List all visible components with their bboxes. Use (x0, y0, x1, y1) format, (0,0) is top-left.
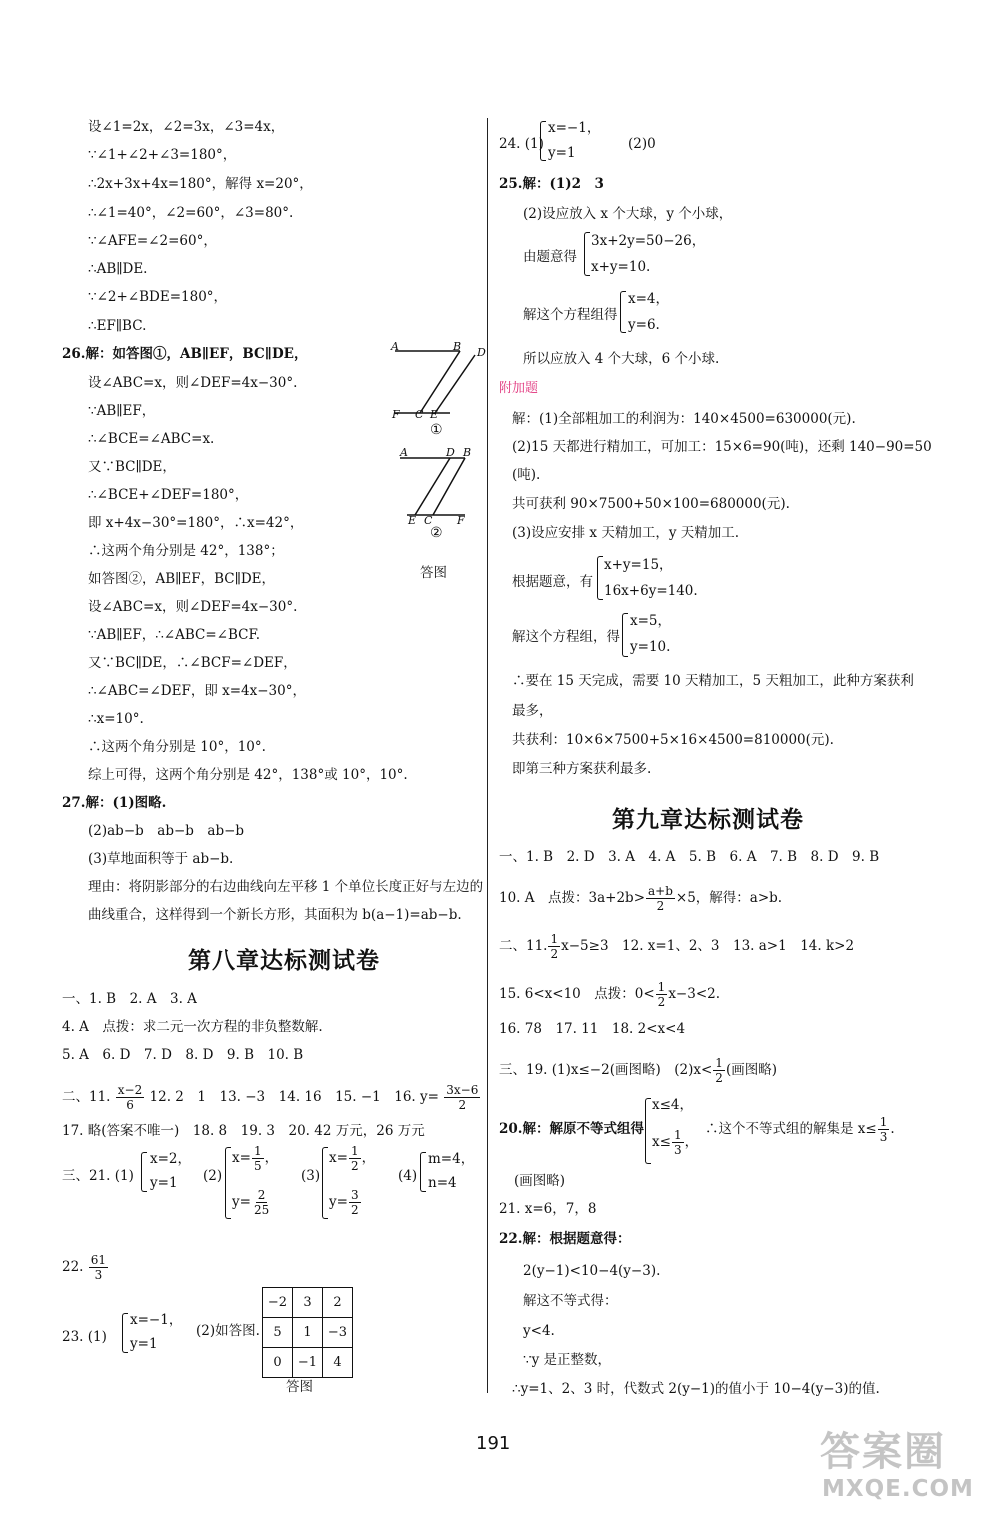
text-line: 23. (1) (62, 1329, 107, 1345)
text-line: 22.解：根据题意得： (499, 1231, 631, 1247)
figure-label: ① (430, 422, 443, 438)
equation: m=4， (428, 1151, 475, 1167)
text-line: 解这不等式得： (523, 1293, 618, 1309)
item-label: (2) (203, 1168, 223, 1184)
text-line: 25.解：(1)2 3 (499, 176, 604, 192)
text-line: 共可获利 90×7500+50×100=680000(元). (512, 496, 790, 512)
text-line: (2)如答图. (196, 1323, 260, 1339)
text-line: 曲线重合，这样得到一个新长方形，其面积为 b(a−1)=ab−b. (88, 907, 462, 923)
figure-2 (400, 458, 465, 515)
text-line: ∴这两个角分别是 42°，138°； (88, 543, 284, 559)
column-divider (487, 118, 488, 1393)
brace (620, 291, 626, 333)
text-line: 一、1. B 2. A 3. A (62, 991, 197, 1007)
equation: x=−1， (130, 1312, 183, 1328)
brace (141, 1152, 147, 1192)
equation: y=1 (150, 1175, 178, 1191)
answer-figure (385, 335, 495, 545)
figure-label: A (391, 340, 399, 353)
text-line: ∴y=1、2、3 时，代数式 2(y−1)的值小于 10−4(y−3)的值. (512, 1381, 880, 1397)
answer-grid (262, 1287, 353, 1378)
equation: y= $\frac{3}{2}$ (329, 1188, 359, 1217)
equation: y= $\frac{2}{25}$ (232, 1188, 270, 1217)
text-line: 21. x=6，7，8 (499, 1201, 597, 1217)
text-line: ∵∠1+∠2+∠3=180°， (88, 147, 237, 163)
text-line: (2)ab−b ab−b ab−b (88, 823, 245, 839)
text-line: 又∵BC∥DE，∴∠BCF=∠DEF， (88, 655, 297, 671)
page-number: 191 (476, 1433, 511, 1454)
equation: x=4， (628, 291, 670, 307)
equation: y=1 (548, 145, 576, 161)
brace (122, 1313, 128, 1353)
text-line: ∵AB∥EF， (88, 403, 156, 419)
brace (622, 613, 628, 657)
text-line: 10. A 点拨：3a+2b> $\frac{a+b}{2}$ ×5，解得：a>b. (499, 884, 783, 913)
text-line: (2)0 (628, 136, 656, 152)
text-line: 15. 6<x<10 点拨：0< $\frac{1}{2}$ x−3<2. (499, 980, 721, 1009)
grid-cell: 0 (263, 1348, 293, 1378)
text-line (62, 1083, 481, 1112)
equation: x= $\frac{1}{2}$ ， (329, 1144, 376, 1173)
figure-label: A (400, 446, 408, 459)
text-line: 设∠1=2x，∠2=3x，∠3=4x， (88, 119, 285, 135)
equation: x+y=15， (604, 557, 673, 573)
watermark-logo: 答案圈 (820, 1429, 946, 1475)
text-line: ∵AB∥EF，∴∠ABC=∠BCF. (88, 627, 261, 643)
brace (540, 121, 546, 161)
figure-1 (395, 351, 475, 413)
text-line: 即 x+4x−30°=180°，∴x=42°， (88, 515, 304, 531)
text-line: 设∠ABC=x，则∠DEF=4x−30°. (88, 375, 298, 391)
equation: x= $\frac{1}{5}$ ， (232, 1144, 279, 1173)
grid-caption: 答图 (286, 1379, 313, 1395)
text-line: ∴∠BCE=∠ABC=x. (88, 431, 215, 447)
grid-cell: −1 (293, 1348, 323, 1378)
figure-label: B (453, 340, 462, 353)
fraction: $\frac{a+b}{2}$ (648, 884, 673, 913)
equation: y=10. (630, 639, 671, 655)
text-line: ∴∠ABC=∠DEF，即 x=4x−30°， (88, 683, 306, 699)
text-line: (画图略) (514, 1173, 566, 1189)
equation: n=4 (428, 1175, 457, 1191)
equation: y=1 (130, 1336, 158, 1352)
grid-cell: 5 (263, 1318, 293, 1348)
chapter-8-title: 第八章达标测试卷 (188, 948, 380, 974)
figure-label: C (415, 408, 424, 421)
figure-label: B (463, 446, 472, 459)
item-label: (3) (301, 1168, 321, 1184)
grid-cell: 1 (293, 1318, 323, 1348)
figure-caption: 答图 (420, 565, 447, 581)
text-line: ∴∠1=40°，∠2=60°，∠3=80°. (88, 205, 294, 221)
text-line: (2)15 天都进行精加工，可加工：15×6=90(吨)，还剩 140−90=50 (512, 439, 932, 455)
grid-cell: 3 (293, 1288, 323, 1318)
text-line: ∵y 是正整数， (523, 1352, 612, 1368)
text-line: y<4. (523, 1323, 555, 1339)
figure-label: C (424, 514, 433, 527)
text-line: 5. A 6. D 7. D 8. D 9. B 10. B (62, 1047, 304, 1063)
text-line: ∴这个不等式组的解集是 x≤ $\frac{1}{3}$ . (705, 1115, 895, 1144)
item-text: 12. 2 1 13. −3 14. 16 15. −1 16. y= (149, 1089, 439, 1105)
text-line: 4. A 点拨：求二元一次方程的非负整数解. (62, 1019, 323, 1035)
extra-section-heading: 附加题 (499, 381, 539, 396)
item-label: (4) (398, 1168, 418, 1184)
figure-label: E (408, 514, 417, 527)
text-line: 解这个方程组，得 (512, 629, 620, 645)
text-line: 最多， (512, 703, 553, 719)
grid-cell: 2 (323, 1288, 353, 1318)
text-line: 由题意得 (523, 249, 577, 265)
equation: 16x+6y=140. (604, 583, 698, 599)
text-line: 二、11. $\frac{1}{2}$ x−5≥3 12. x=1、2、3 13. a>1 14. k>2 (499, 932, 855, 961)
text-line: 根据题意，有 (512, 574, 593, 590)
figure-label: F (392, 408, 400, 421)
fraction: $\frac{61}{3}$ (90, 1253, 107, 1282)
text-line: ∴EF∥BC. (88, 318, 147, 334)
text-line: 26.解：如答图①，AB∥EF，BC∥DE， (62, 346, 308, 362)
figure-label: D (446, 446, 455, 459)
equation: x=5， (630, 613, 672, 629)
fraction: $\frac{1}{2}$ (657, 980, 666, 1009)
watermark-url: MXQE.COM (822, 1476, 974, 1502)
text-line: 20.解：解原不等式组得 (499, 1121, 644, 1137)
equation: y=6. (628, 317, 660, 333)
brace (420, 1152, 426, 1192)
text-line: 三、21. (1) (62, 1168, 134, 1184)
text-line: 综上可得，这两个角分别是 42°，138°或 10°，10°. (88, 767, 408, 783)
text-line: 理由：将阴影部分的右边曲线向左平移 1 个单位长度正好与左边的 (88, 879, 484, 895)
equation: 3x+2y=50−26， (591, 233, 706, 249)
text-line: ∴这两个角分别是 10°，10°. (88, 739, 266, 755)
equation: x=2， (150, 1151, 192, 1167)
grid-cell: 4 (323, 1348, 353, 1378)
equation: x≤ $\frac{1}{3}$ ， (652, 1128, 699, 1157)
text-line: 解这个方程组得 (523, 307, 618, 323)
figure-label: F (457, 514, 465, 527)
text-line: (3)草地面积等于 ab−b. (88, 851, 234, 867)
brace (584, 232, 590, 276)
text-line: (吨). (512, 467, 541, 483)
text-line: ∴∠BCE+∠DEF=180°， (88, 487, 249, 503)
fraction: $\frac{1}{2}$ (550, 932, 559, 961)
text-line: 即第三种方案获利最多. (512, 761, 652, 777)
text-line: ∵∠2+∠BDE=180°， (88, 289, 228, 305)
text-line: 又∵BC∥DE， (88, 459, 176, 475)
text-line: 22. $\frac{61}{3}$ (62, 1253, 107, 1282)
text-line: 一、1. B 2. D 3. A 4. A 5. B 6. A 7. B 8. D 9. B (499, 849, 880, 865)
text-line: 27.解：(1)图略. (62, 795, 167, 811)
text-line: ∵∠AFE=∠2=60°， (88, 233, 217, 249)
fraction: $\frac{1}{2}$ (715, 1056, 723, 1085)
equation: x+y=10. (591, 259, 651, 275)
text-line: 所以应放入 4 个大球，6 个小球. (523, 351, 720, 367)
text-line: (3)设应安排 x 天精加工，y 天精加工. (512, 525, 740, 541)
chapter-9-title: 第九章达标测试卷 (612, 807, 804, 833)
figure-label: D (477, 346, 486, 359)
grid-cell: −2 (263, 1288, 293, 1318)
text-line: ∴x=10°. (88, 711, 144, 727)
text-line: ∴AB∥DE. (88, 261, 148, 277)
text-line: 2(y−1)<10−4(y−3). (523, 1263, 661, 1279)
text-line: 如答图②，AB∥EF，BC∥DE， (88, 571, 276, 587)
text-line: 设∠ABC=x，则∠DEF=4x−30°. (88, 599, 298, 615)
text-line: ∴要在 15 天完成，需要 10 天精加工，5 天粗加工，此种方案获利 (512, 673, 914, 689)
brace (645, 1098, 651, 1164)
text-line: 24. (1) (499, 136, 544, 152)
text-line: 解：(1)全部粗加工的利润为：140×4500=630000(元). (512, 411, 856, 427)
text-line: ∴2x+3x+4x=180°，解得 x=20°， (88, 176, 313, 192)
item-label: 二、11. (62, 1089, 111, 1105)
brace (322, 1147, 328, 1219)
figure-label: E (430, 408, 439, 421)
figure-label: ② (430, 525, 443, 541)
brace (225, 1147, 231, 1219)
text-line: 17. 略(答案不唯一) 18. 8 19. 3 20. 42 万元，26 万元 (62, 1123, 425, 1139)
fraction: $\frac{3x-6}{2}$ (446, 1083, 479, 1112)
fraction: $\frac{x-2}{6}$ (117, 1083, 143, 1112)
text-line: (2)设应放入 x 个大球，y 个小球， (523, 206, 733, 222)
text-line: 三、19. (1)x≤−2(画图略) (2)x< $\frac{1}{2}$ (画图略) (499, 1056, 777, 1085)
text-line: 16. 78 17. 11 18. 2<x<4 (499, 1021, 686, 1037)
grid-cell: −3 (323, 1318, 353, 1348)
text-line: 共获利：10×6×7500+5×16×4500=810000(元). (512, 732, 834, 748)
brace (597, 556, 603, 600)
equation: x≤4， (652, 1097, 694, 1113)
fraction: $\frac{1}{3}$ (879, 1115, 888, 1144)
equation: x=−1， (548, 120, 601, 136)
